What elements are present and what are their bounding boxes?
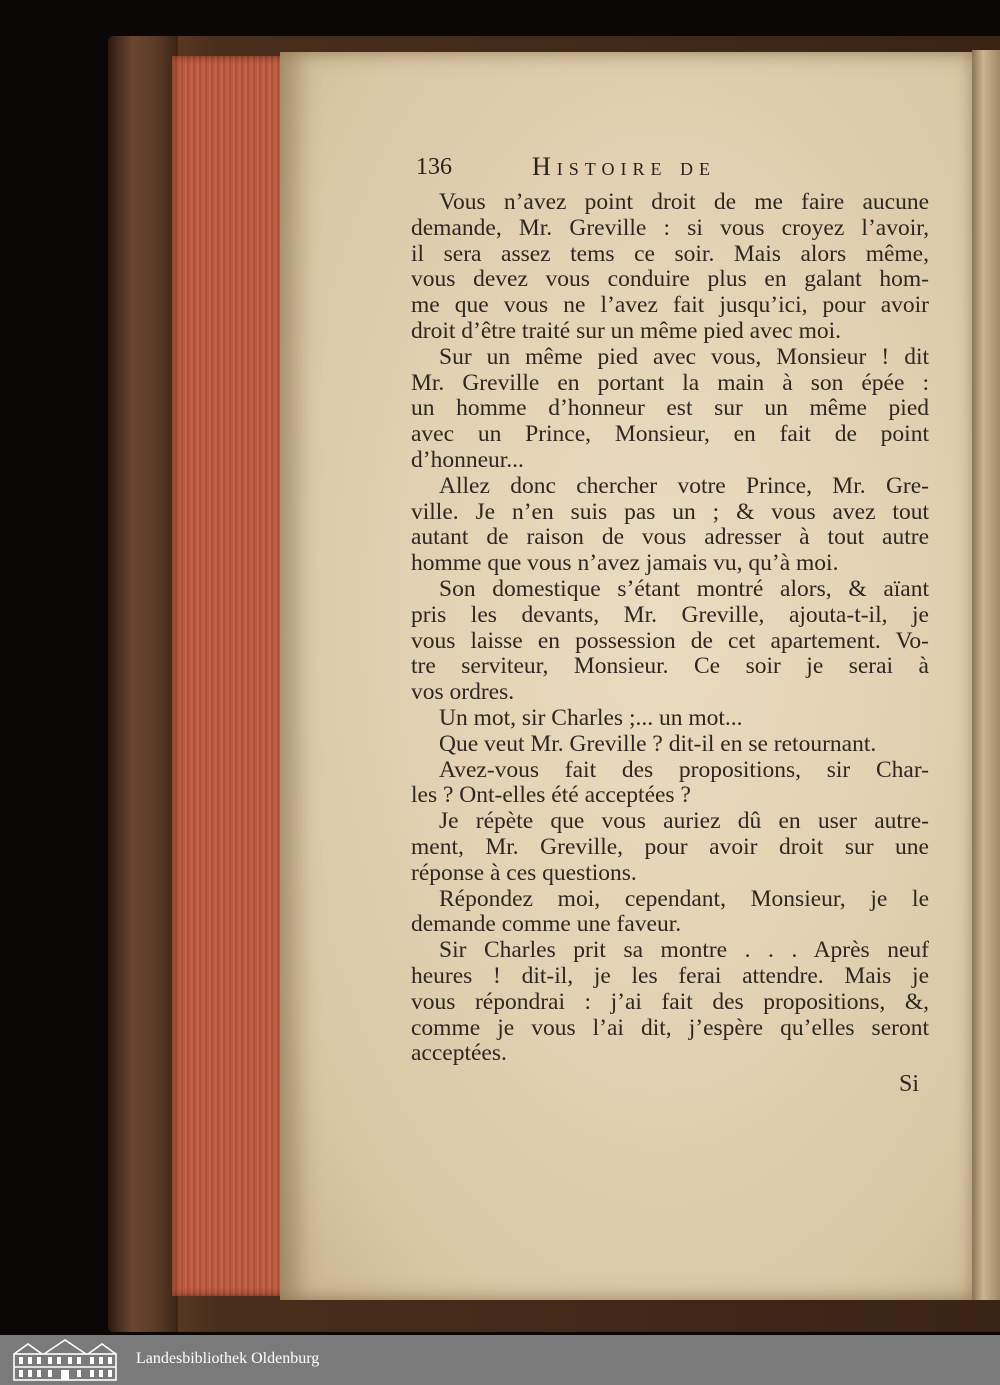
text-line: acceptées. xyxy=(411,1040,507,1067)
catchword: Si xyxy=(899,1071,920,1097)
text-line: avec un Prince, Monsieur, en fait de point xyxy=(411,421,929,448)
page-edges xyxy=(172,56,294,1296)
page-number: 136 xyxy=(416,154,452,180)
text-line: vous répondrai : j’ai fait des propositions, &, xyxy=(411,988,929,1015)
text-line: Avez-vous fait des propositions, sir Char- xyxy=(439,756,929,783)
running-head-title: Histoire de xyxy=(532,152,716,181)
text-line: pris les devants, Mr. Greville, ajouta-t-il, je xyxy=(411,601,929,628)
text-line: réponse à ces questions. xyxy=(411,859,637,886)
text-line: les ? Ont-elles été acceptées ? xyxy=(411,782,691,809)
text-line: vous laisse en possession de cet apartement. Vo- xyxy=(411,627,929,654)
text-line: me que vous ne l’avez fait jusqu’ici, pour avoir xyxy=(411,292,929,319)
text-line: un homme d’honneur est sur un même pied xyxy=(411,395,929,422)
page-text xyxy=(411,190,929,1067)
library-building-icon xyxy=(10,1338,120,1382)
text-line: Sur un même pied avec vous, Monsieur ! dit xyxy=(439,343,929,370)
text-line: heures ! dit-il, je les ferai attendre. Mais je xyxy=(411,962,929,989)
text-line: vos ordres. xyxy=(411,679,515,706)
text-line: ment, Mr. Greville, pour avoir droit sur une xyxy=(411,833,929,860)
text-line: Je répète que vous auriez dû en user autre- xyxy=(439,808,929,835)
book-spine-edge xyxy=(108,36,178,1332)
footer-bar xyxy=(0,1335,1000,1385)
running-head xyxy=(416,150,836,186)
text-line: Que veut Mr. Greville ? dit-il en se retournant. xyxy=(439,730,877,757)
text-line: Sir Charles prit sa montre . . . Après neuf xyxy=(439,937,929,964)
text-line: Son domestique s’étant montré alors, & aïant xyxy=(439,575,929,602)
text-line: tre serviteur, Monsieur. Ce soir je serai à xyxy=(411,653,929,680)
library-name: Landesbibliothek Oldenburg xyxy=(136,1350,320,1367)
text-line: d’honneur... xyxy=(411,446,524,473)
facing-page-edge xyxy=(972,50,1000,1300)
text-line: il sera assez tems ce soir. Mais alors même, xyxy=(411,240,929,267)
text-line: Un mot, sir Charles ;... un mot... xyxy=(439,704,743,731)
text-line: homme que vous n’avez jamais vu, qu’à moi. xyxy=(411,550,839,577)
text-line: Répondez moi, cependant, Monsieur, je le xyxy=(439,885,929,912)
text-line: demande, Mr. Greville : si vous croyez l’avoir, xyxy=(411,214,929,241)
text-line: comme je vous l’ai dit, j’espère qu’elles seront xyxy=(411,1014,929,1041)
text-line: demande comme une faveur. xyxy=(411,911,682,938)
text-line: vous devez vous conduire plus en galant hom- xyxy=(411,266,929,293)
text-line: Allez donc chercher votre Prince, Mr. Gre- xyxy=(439,472,929,499)
text-line: droit d’être traité sur un même pied avec moi. xyxy=(411,317,842,344)
text-line: autant de raison de vous adresser à tout autre xyxy=(411,524,929,551)
text-line: Vous n’avez point droit de me faire aucune xyxy=(439,189,929,215)
text-line: ville. Je n’en suis pas un ; & vous avez tout xyxy=(411,498,929,525)
text-line: Mr. Greville en portant la main à son épée : xyxy=(411,369,929,396)
